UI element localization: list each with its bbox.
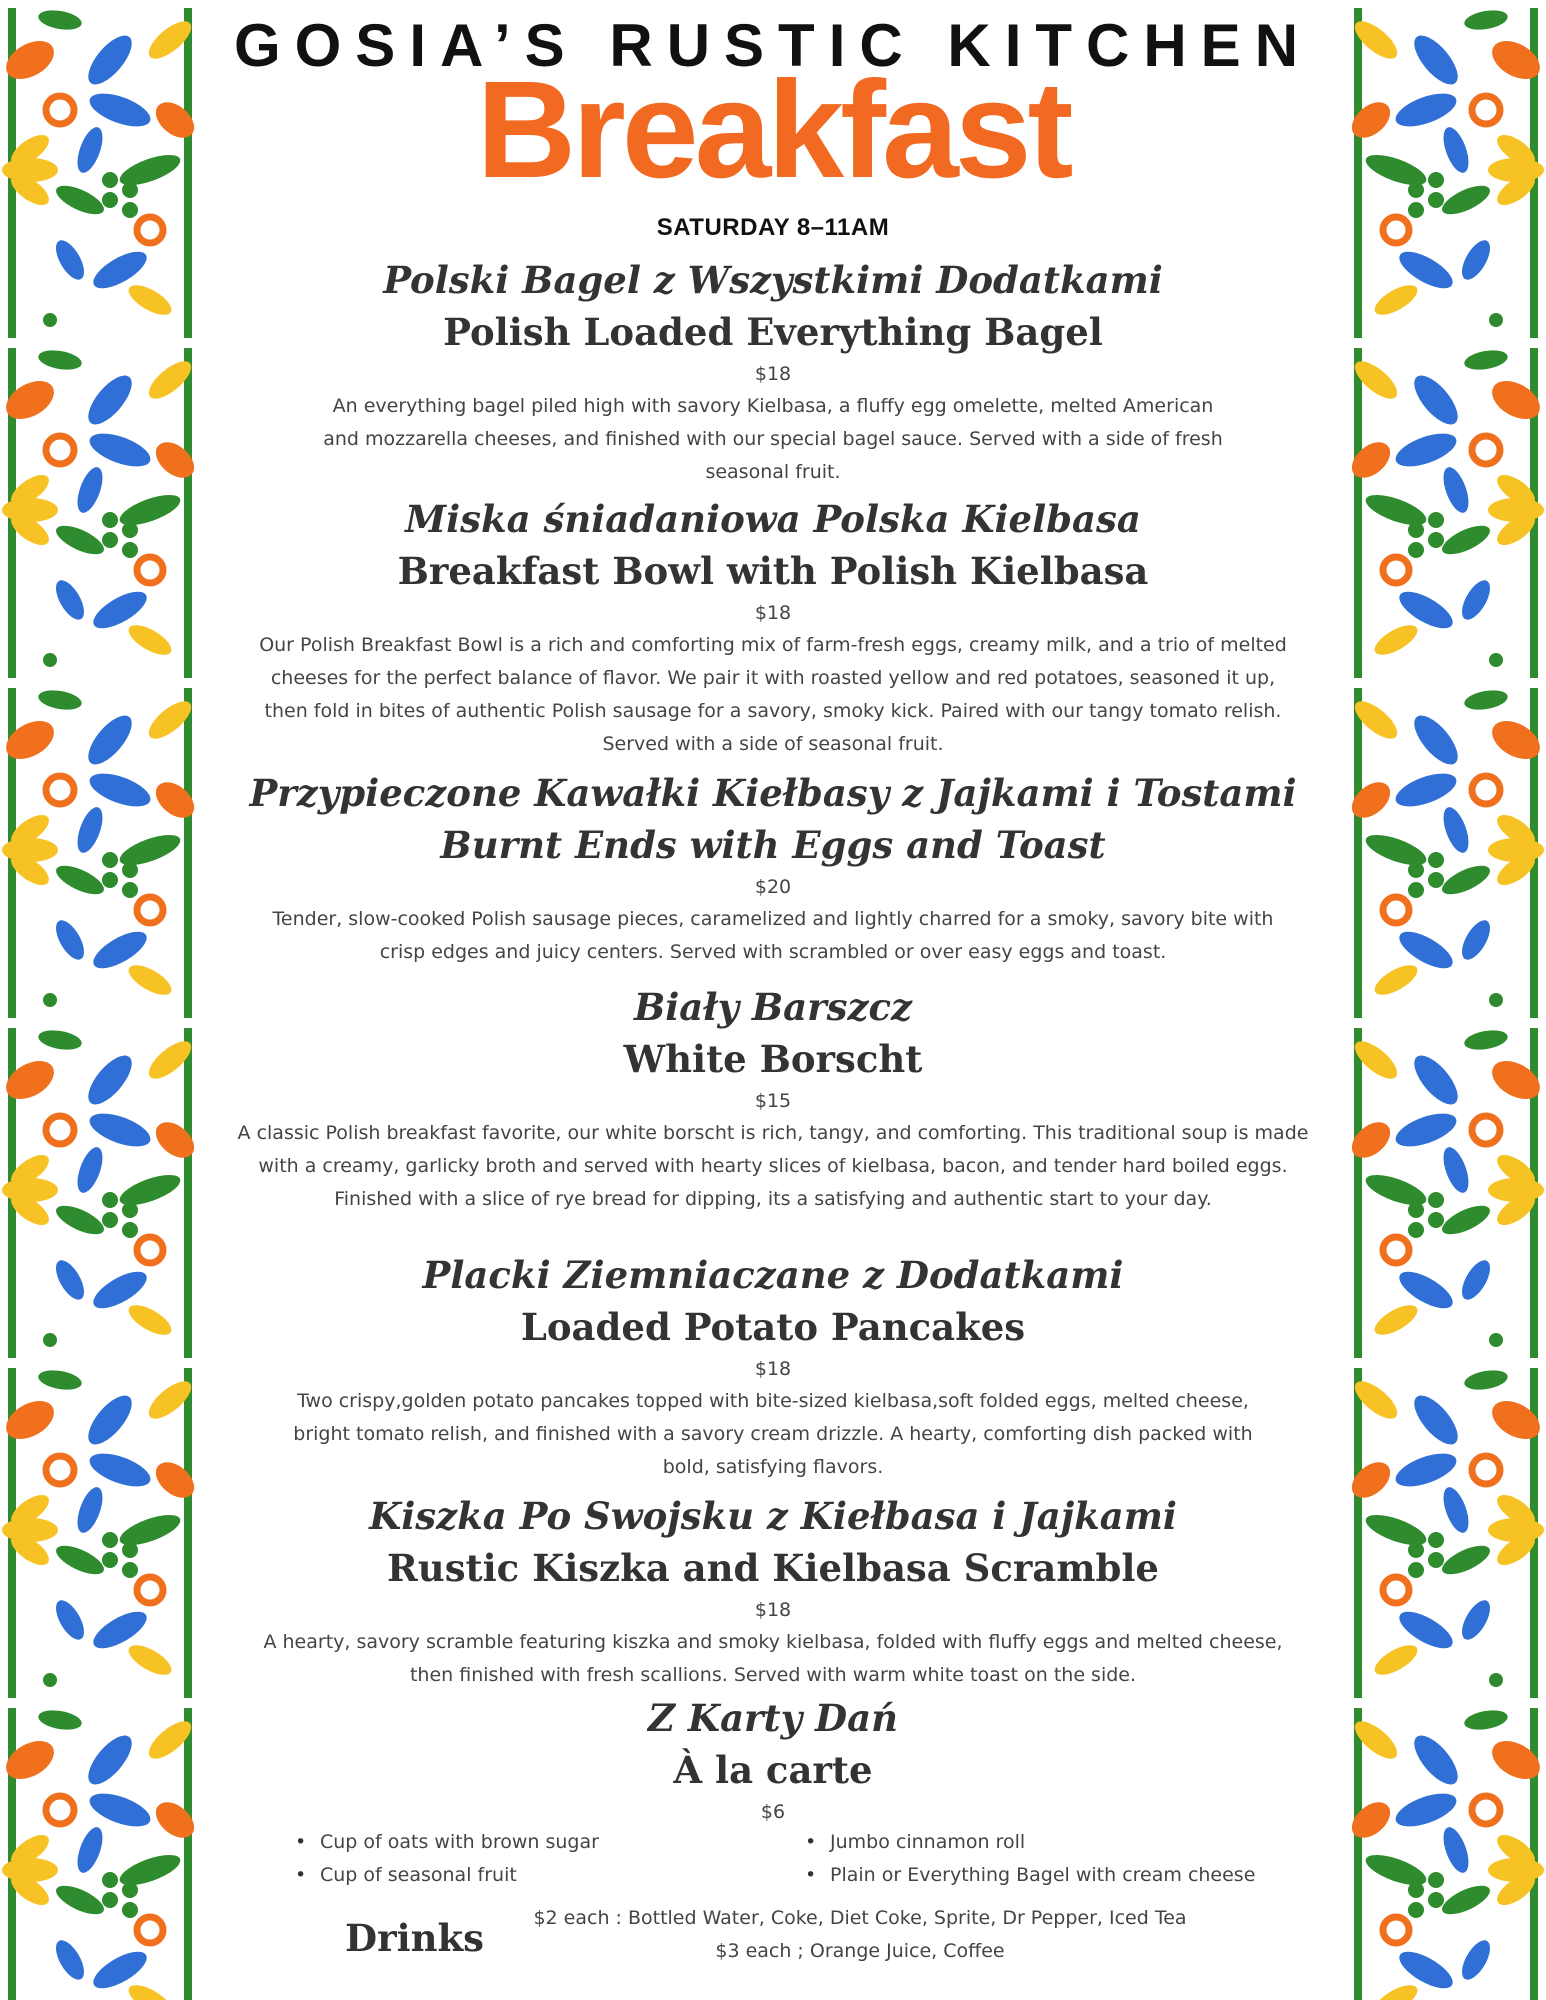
list-item: • Plain or Everything Bagel with cream cheese [800,1859,1255,1892]
menu-item-kiszka-scramble [210,1490,1336,1692]
menu-item-potato-pancakes [210,1249,1336,1484]
a-la-carte-list [210,1826,1336,1896]
dish-price: $18 [754,602,792,624]
list-item: • Jumbo cinnamon roll [800,1826,1255,1859]
dish-price: $18 [754,1599,792,1621]
dish-price: $6 [760,1801,786,1823]
dish-polish-name: Miska śniadaniowa Polska Kielbasa [405,497,1141,541]
dish-english-name: White Borscht [623,1037,923,1081]
dish-polish-name: Kiszka Po Swojsku z Kiełbasa i Jajkami [369,1494,1177,1538]
dish-description: Tender, slow-cooked Polish sausage pieces, caramelized and lightly charred for a smoky, savory bite with crisp edges and juicy centers. Served with scrambled or over easy eggs and toast. [272,908,1274,963]
dish-description: Two crispy,golden potato pancakes topped with bite-sized kielbasa,soft folded eggs, melted cheese, bright tomato relish, and finished with a savory cream drizzle. A hearty, comforting dish packed with bold, satisfying flavors. [293,1390,1253,1478]
dish-english-name: À la carte [673,1748,873,1792]
dish-polish-name: Z Karty Dań [648,1696,898,1740]
dish-price: $18 [754,363,792,385]
restaurant-name: GOSIA’S RUSTIC KITCHEN [233,12,1313,79]
a-la-carte-column-left [290,1826,599,1892]
dish-english-name: Loaded Potato Pancakes [520,1305,1026,1349]
dish-description: A classic Polish breakfast favorite, our white borscht is rich, tangy, and comforting. This traditional soup is made with a creamy, garlicky broth and served with hearty slices of kielbasa, bacon, and tender hard boiled eggs. Finished with a slice of rye bread for dipping, its a satisfying and authentic start to your day. [237,1122,1309,1210]
dish-english-name: Polish Loaded Everything Bagel [443,310,1103,354]
dish-price: $18 [754,1358,792,1380]
service-hours: SATURDAY 8–11AM [656,214,890,241]
list-item: • Cup of seasonal fruit [290,1859,599,1892]
menu-item-white-borscht [210,981,1336,1216]
menu-item-a-la-carte [210,1692,1336,1828]
drinks-line-two-dollar: $2 each : Bottled Water, Coke, Diet Coke, Sprite, Dr Pepper, Iced Tea [533,1907,1187,1929]
dish-english-name: Breakfast Bowl with Polish Kielbasa [397,549,1149,593]
right-floral-border [1346,0,1546,2000]
menu-item-burnt-ends [210,767,1336,969]
floral-pattern-icon [0,0,200,2000]
drinks-prices [510,1902,1210,1968]
menu-item-breakfast-bowl [210,493,1336,761]
dish-english-name: Burnt Ends with Eggs and Toast [440,823,1106,867]
dish-description: Our Polish Breakfast Bowl is a rich and comforting mix of farm-fresh eggs, creamy milk, and a trio of melted cheeses for the perfect balance of flavor. We pair it with roasted yellow and red potatoes, seasoned it up, then fold in bites of authentic Polish sausage for a savory, smoky kick. Paired with our tangy tomato relish. Served with a side of seasonal fruit. [259,634,1287,755]
list-item: • Cup of oats with brown sugar [290,1826,599,1859]
dish-polish-name: Polski Bagel z Wszystkimi Dodatkami [383,258,1163,302]
dish-polish-name: Biały Barszcz [633,985,913,1029]
dish-description: A hearty, savory scramble featuring kiszka and smoky kielbasa, folded with fluffy eggs and melted cheese, then finished with fresh scallions. Served with warm white toast on the side. [263,1631,1283,1686]
drinks-line-three-dollar: $3 each ; Orange Juice, Coffee [715,1940,1005,1962]
menu-content [210,0,1336,2000]
dish-polish-name: Placki Ziemniaczane z Dodatkami [422,1253,1124,1297]
menu-title: Breakfast [476,53,1070,207]
floral-pattern-icon [1346,0,1546,2000]
a-la-carte-column-right [800,1826,1255,1892]
dish-price: $15 [754,1090,792,1112]
dish-price: $20 [754,876,792,898]
menu-item-bagel [210,254,1336,489]
dish-english-name: Rustic Kiszka and Kielbasa Scramble [387,1546,1159,1590]
dish-polish-name: Przypieczone Kawałki Kiełbasy z Jajkami i Tostami [249,771,1297,815]
dish-description: An everything bagel piled high with savory Kielbasa, a fluffy egg omelette, melted American and mozzarella cheeses, and finished with our special bagel sauce. Served with a side of fresh seasonal fruit. [323,395,1223,483]
left-floral-border [0,0,200,2000]
drinks-heading: Drinks [345,1916,485,1960]
